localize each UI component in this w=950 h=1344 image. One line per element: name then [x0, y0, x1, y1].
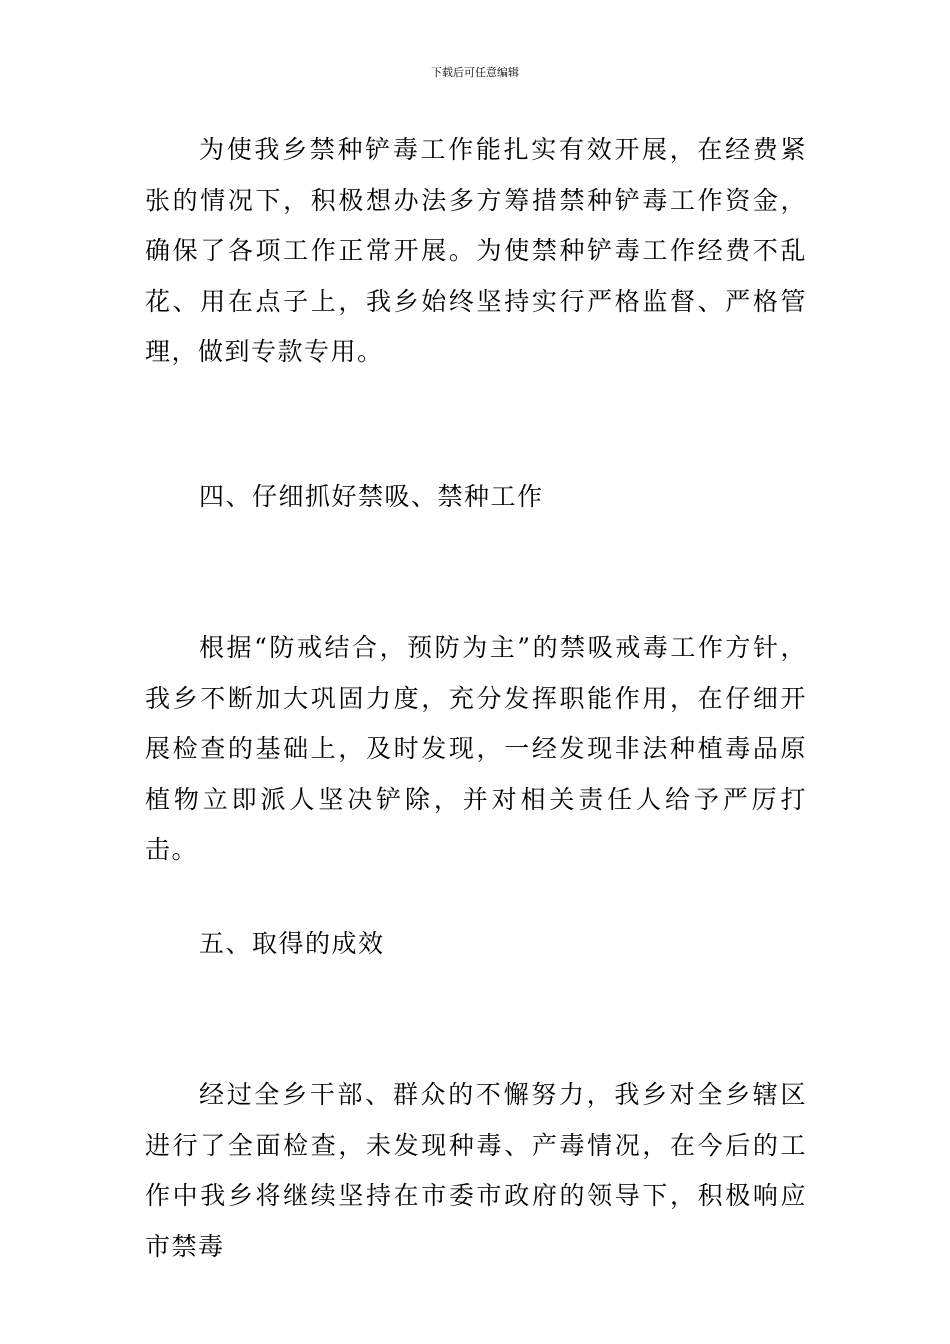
paragraph-prevention: 根据“防戒结合，预防为主”的禁吸戒毒工作方针，我乡不断加大巩固力度，充分发挥职能作用，在仔细开展检查的基础上，及时发现，一经发现非法种植毒品原植物立即派人坚决铲除，并对相关责任人给予严厉打击。 — [145, 633, 807, 864]
section-heading-4: 四、仔细抓好禁吸、禁种工作 — [199, 482, 544, 511]
page-header-note: 下载后可任意编辑 — [431, 66, 519, 79]
section-heading-5: 五、取得的成效 — [199, 929, 385, 958]
paragraph-results: 经过全乡干部、群众的不懈努力，我乡对全乡辖区进行了全面检查，未发现种毒、产毒情况，在今后的工作中我乡将继续坚持在市委市政府的领导下，积极响应市禁毒 — [145, 1080, 807, 1261]
paragraph-funding: 为使我乡禁种铲毒工作能扎实有效开展，在经费紧张的情况下，积极想办法多方筹措禁种铲毒工作资金，确保了各项工作正常开展。为使禁种铲毒工作经费不乱花、用在点子上，我乡始终坚持实行严格监督、严格管理，做到专款专用。 — [145, 135, 807, 366]
